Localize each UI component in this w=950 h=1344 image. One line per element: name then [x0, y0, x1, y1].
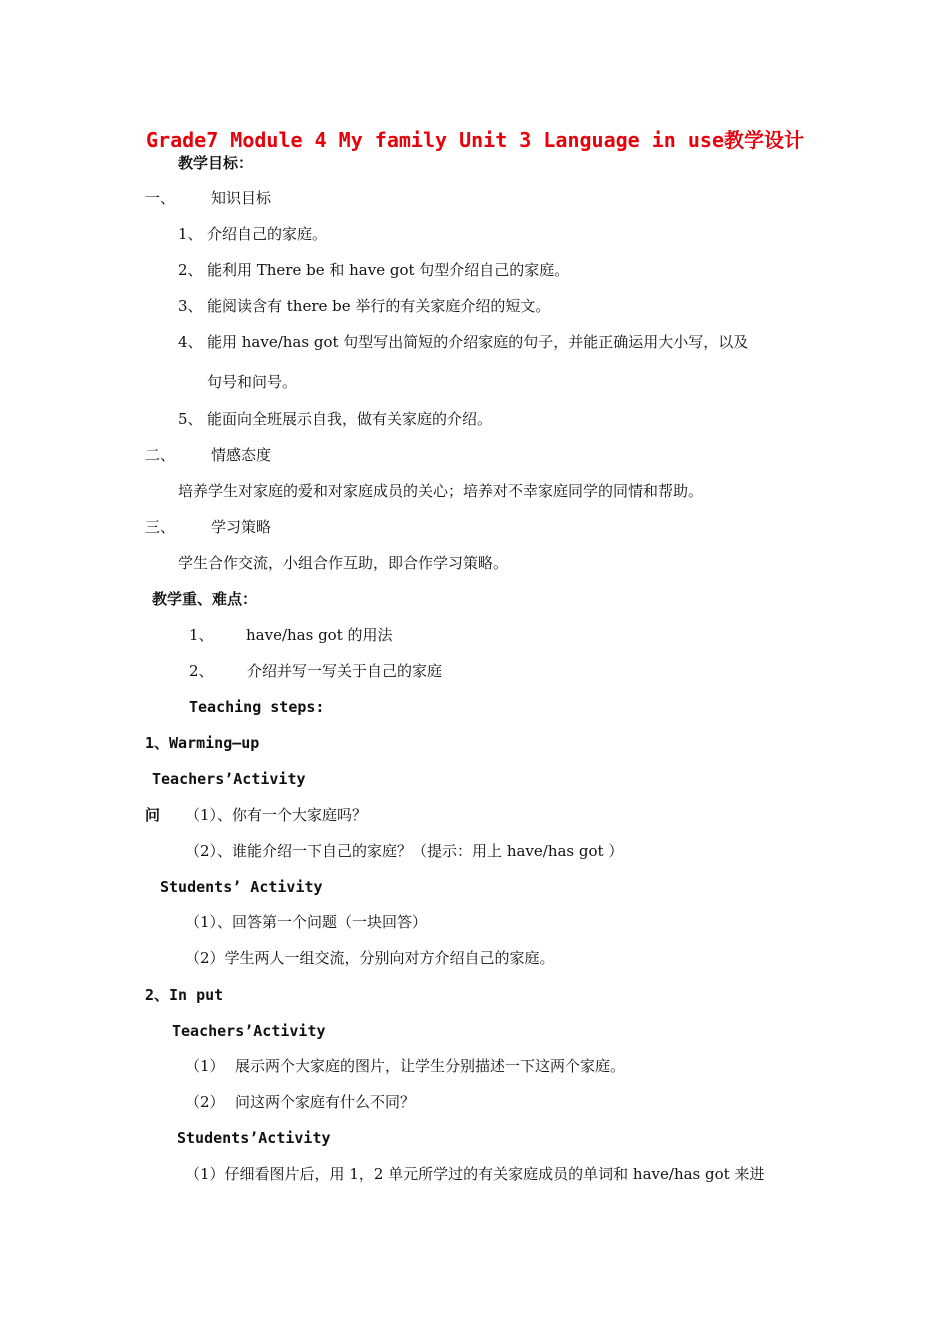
item-text: 介绍并写一写关于自己的家庭	[247, 662, 443, 680]
knowledge-item-continuation: 句号和问号。	[207, 373, 298, 391]
strategy-text: 学生合作交流，小组合作互助，即合作学习策略。	[178, 554, 509, 572]
step-2-heading: 2、In put	[145, 986, 224, 1004]
step-1-teacher-item: （1）、你有一个大家庭吗？	[185, 806, 368, 824]
item-number: （2）	[185, 1093, 225, 1111]
section-2-number: 二、	[145, 446, 176, 464]
item-text: 介绍自己的家庭。	[207, 225, 328, 243]
key-point-item	[189, 661, 442, 681]
step-1-student-item: （1）、回答第一个问题（一块回答）	[185, 913, 428, 931]
item-number: 3、	[178, 297, 203, 315]
step-2-teacher-item	[185, 1056, 625, 1076]
knowledge-item	[178, 224, 327, 244]
item-text: 展示两个大家庭的图片，让学生分别描述一下这两个家庭。	[235, 1057, 626, 1075]
item-text: have/has got 的用法	[246, 626, 393, 644]
item-number: 1、	[189, 626, 214, 644]
section-1-label: 知识目标	[211, 189, 272, 207]
step-1-teachers-heading: Teachers’Activity	[152, 770, 306, 788]
item-text: 能用 have/has got 句型写出简短的介绍家庭的句子，并能正确运用大小写，以及	[207, 333, 749, 351]
step-1-teacher-item: （2）、谁能介绍一下自己的家庭？（提示：用上 have/has got ）	[185, 842, 624, 860]
document-title: Grade7 Module 4 My family Unit 3 Language in use教学设计	[146, 128, 804, 152]
attitude-text: 培养学生对家庭的爱和对家庭成员的关心；培养对不幸家庭同学的同情和帮助。	[178, 482, 704, 500]
section-3-label: 学习策略	[211, 518, 272, 536]
step-1-student-item: （2）学生两人一组交流，分别向对方介绍自己的家庭。	[185, 949, 555, 967]
step-2-teacher-item	[185, 1092, 415, 1112]
item-text: 能阅读含有 there be 举行的有关家庭介绍的短文。	[207, 297, 551, 315]
step-2-teachers-heading: Teachers’Activity	[172, 1022, 326, 1040]
knowledge-item	[178, 260, 569, 280]
section-3-number: 三、	[145, 518, 176, 536]
item-text: 能面向全班展示自我，做有关家庭的介绍。	[207, 410, 493, 428]
item-number: 1、	[178, 225, 203, 243]
key-points-heading: 教学重、难点：	[152, 590, 258, 608]
item-number: 4、	[178, 333, 203, 351]
section-1-number: 一、	[145, 189, 176, 207]
teaching-steps-heading: Teaching steps:	[189, 698, 325, 716]
item-text: 能利用 There be 和 have got 句型介绍自己的家庭。	[207, 261, 570, 279]
step-1-students-heading: Students’ Activity	[160, 878, 323, 896]
step-2-student-item: （1）仔细看图片后，用 1，2 单元所学过的有关家庭成员的单词和 have/has got 来进	[185, 1165, 765, 1183]
knowledge-item	[178, 409, 492, 429]
step-1-heading: 1、Warming—up	[145, 734, 260, 752]
key-point-item	[189, 625, 393, 645]
step-2-students-heading: Students’Activity	[177, 1129, 331, 1147]
section-2-label: 情感态度	[211, 446, 272, 464]
item-number: （1）	[185, 1057, 225, 1075]
item-number: 2、	[189, 662, 214, 680]
item-number: 2、	[178, 261, 203, 279]
objectives-heading: 教学目标：	[178, 154, 254, 172]
item-text: 问这两个家庭有什么不同？	[235, 1093, 416, 1111]
ask-label: 问	[145, 806, 161, 824]
knowledge-item	[178, 332, 748, 352]
item-number: 5、	[178, 410, 203, 428]
knowledge-item	[178, 296, 550, 316]
